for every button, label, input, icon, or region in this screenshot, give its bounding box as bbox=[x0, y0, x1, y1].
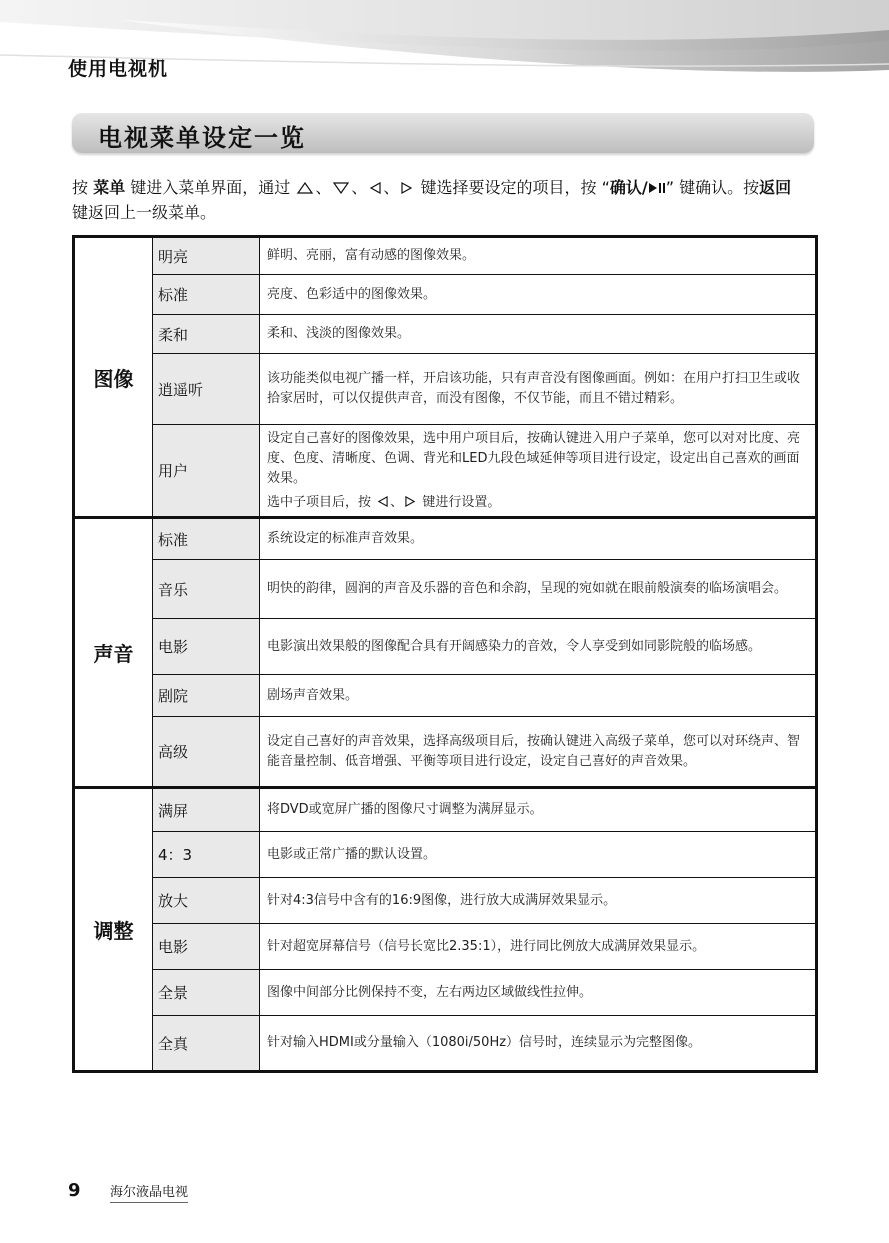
item-description: 图像中间部分比例保持不变，左右两边区域做线性拉伸。 bbox=[260, 970, 817, 1016]
item-description: 电影演出效果般的图像配合具有开阔感染力的音效，令人享受到如同影院般的临场感。 bbox=[260, 619, 817, 675]
table-row bbox=[74, 788, 817, 832]
item-label: 标准 bbox=[153, 518, 260, 560]
item-label: 电影 bbox=[153, 924, 260, 970]
separator: 、 bbox=[315, 178, 332, 197]
intro-text: 键选择要设定的项目，按 bbox=[420, 178, 597, 197]
left-triangle-icon bbox=[369, 182, 381, 194]
table-row bbox=[74, 717, 817, 788]
table-row bbox=[74, 518, 817, 560]
item-label: 全景 bbox=[153, 970, 260, 1016]
item-description: 系统设定的标准声音效果。 bbox=[260, 518, 817, 560]
table-row bbox=[74, 315, 817, 354]
item-description: 鲜明、亮丽，富有动感的图像效果。 bbox=[260, 237, 817, 275]
table-row bbox=[74, 425, 817, 518]
section-label: 使用电视机 bbox=[68, 58, 169, 80]
table-row bbox=[74, 275, 817, 315]
up-triangle-icon bbox=[297, 182, 313, 194]
item-description: 针对4:3信号中含有的16:9图像，进行放大成满屏效果显示。 bbox=[260, 878, 817, 924]
down-triangle-icon bbox=[333, 182, 349, 194]
table-row bbox=[74, 970, 817, 1016]
item-label: 明亮 bbox=[153, 237, 260, 275]
right-triangle-icon bbox=[405, 496, 416, 507]
item-label: 剧院 bbox=[153, 675, 260, 717]
item-label: 高级 bbox=[153, 717, 260, 788]
left-triangle-icon bbox=[377, 496, 388, 507]
table-row bbox=[74, 237, 817, 275]
item-description: 该功能类似电视广播一样，开启该功能，只有声音没有图像画面。例如：在用户打扫卫生或收拾家居时，可以仅提供声音，而没有图像，不仅节能，而且不错过精彩。 bbox=[260, 354, 817, 425]
item-description: 柔和、浅淡的图像效果。 bbox=[260, 315, 817, 354]
category-picture: 图像 bbox=[74, 237, 153, 518]
table-row bbox=[74, 832, 817, 878]
item-description: 剧场声音效果。 bbox=[260, 675, 817, 717]
title-bar bbox=[72, 113, 814, 153]
table-row bbox=[74, 560, 817, 619]
separator: 、 bbox=[351, 178, 368, 197]
confirm-key-label: 确认/ bbox=[609, 178, 648, 197]
table-row bbox=[74, 878, 817, 924]
back-key-label: 返回 bbox=[759, 178, 792, 197]
quote-close: ” bbox=[665, 178, 675, 197]
table-row bbox=[74, 675, 817, 717]
page-number: 9 bbox=[68, 1180, 81, 1201]
intro-text: 键确认。按 bbox=[679, 178, 760, 197]
item-description: 亮度、色彩适中的图像效果。 bbox=[260, 275, 817, 315]
separator: 、 bbox=[390, 494, 404, 510]
right-triangle-icon bbox=[401, 182, 413, 194]
item-label: 用户 bbox=[153, 425, 260, 518]
table-row bbox=[74, 619, 817, 675]
item-description: 设定自己喜好的声音效果，选择高级项目后，按确认键进入高级子菜单，您可以对环绕声、智能音量控制、低音增强、平衡等项目进行设定，设定自己喜好的声音效果。 bbox=[260, 717, 817, 788]
play-pause-icon bbox=[648, 182, 666, 194]
table-row bbox=[74, 354, 817, 425]
item-description: 将DVD或宽屏广播的图像尺寸调整为满屏显示。 bbox=[260, 788, 817, 832]
footer-brand: 海尔液晶电视 bbox=[110, 1181, 188, 1203]
item-description: 设定自己喜好的图像效果，选中用户项目后，按确认键进入用户子菜单，您可以对对比度、亮度、色度、清晰度、色调、背光和LED九段色域延伸等项目进行设定，设定出自己喜欢的画面效果。 bbox=[267, 430, 801, 486]
separator: 、 bbox=[383, 178, 400, 197]
intro-paragraph bbox=[72, 175, 812, 225]
intro-text: 键进入菜单界面，通过 bbox=[130, 178, 291, 197]
intro-text: 按 bbox=[72, 178, 89, 197]
category-sound: 声音 bbox=[74, 518, 153, 788]
table-row bbox=[74, 924, 817, 970]
extra-text: 选中子项目后，按 bbox=[267, 494, 372, 510]
item-label: 逍遥听 bbox=[153, 354, 260, 425]
page-title: 电视菜单设定一览 bbox=[98, 124, 306, 152]
item-label: 全真 bbox=[153, 1016, 260, 1072]
item-description-user bbox=[260, 425, 817, 518]
item-description-extra bbox=[267, 493, 807, 513]
extra-text: 键进行设置。 bbox=[422, 494, 501, 510]
table-row bbox=[74, 1016, 817, 1072]
quote-open: “ bbox=[601, 178, 610, 197]
category-adjust: 调整 bbox=[74, 788, 153, 1072]
item-description: 针对超宽屏幕信号（信号长宽比2.35:1），进行同比例放大成满屏效果显示。 bbox=[260, 924, 817, 970]
item-label: 柔和 bbox=[153, 315, 260, 354]
menu-key-label: 菜单 bbox=[93, 178, 126, 197]
item-description: 针对输入HDMI或分量输入（1080i/50Hz）信号时，连续显示为完整图像。 bbox=[260, 1016, 817, 1072]
item-label: 电影 bbox=[153, 619, 260, 675]
item-label: 满屏 bbox=[153, 788, 260, 832]
item-label: 标准 bbox=[153, 275, 260, 315]
intro-text: 键返回上一级菜单。 bbox=[72, 203, 217, 222]
item-description: 电影或正常广播的默认设置。 bbox=[260, 832, 817, 878]
item-label: 放大 bbox=[153, 878, 260, 924]
item-description: 明快的韵律，圆润的声音及乐器的音色和余韵，呈现的宛如就在眼前般演奏的临场演唱会。 bbox=[260, 560, 817, 619]
item-label: 音乐 bbox=[153, 560, 260, 619]
menu-settings-table bbox=[72, 235, 818, 1073]
item-label: 4：3 bbox=[153, 832, 260, 878]
